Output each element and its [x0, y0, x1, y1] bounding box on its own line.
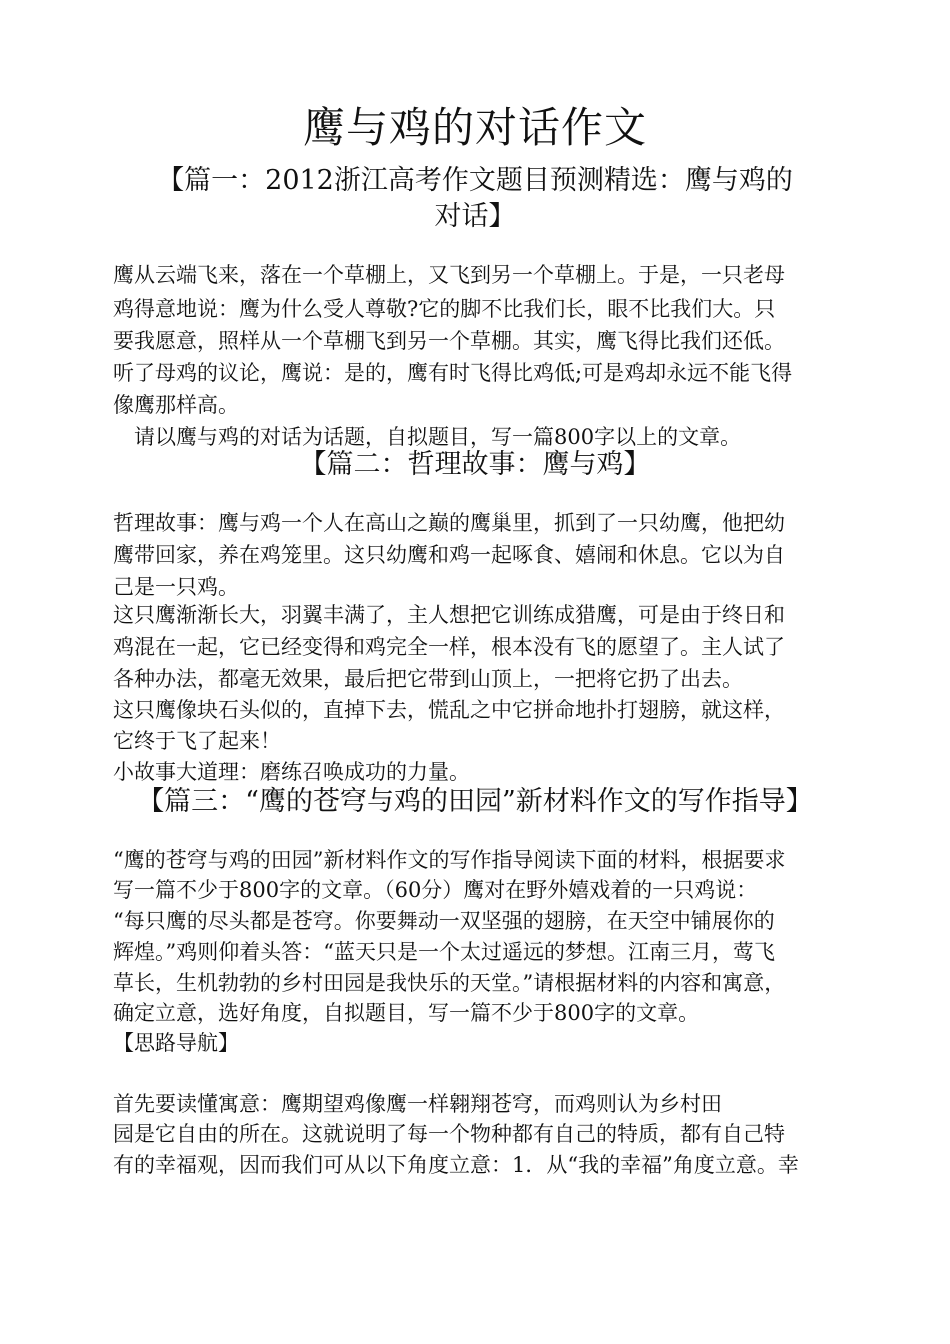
section1-heading-line1: 【篇一：2012浙江高考作文题目预测精选：鹰与鸡的: [157, 165, 793, 196]
section2-line: 这只鹰像块石头似的，直掉下去，慌乱之中它拼命地扑打翅膀，就这样，: [113, 698, 785, 722]
section3-guide-line: 首先要读懂寓意：鹰期望鸡像鹰一样翱翔苍穹，而鸡则认为乡村田: [113, 1092, 722, 1116]
section1-line: 请以鹰与鸡的对话为话题，自拟题目，写一篇800字以上的文章。: [113, 425, 742, 449]
section3-line: 【思路导航】: [113, 1031, 239, 1055]
section3-line: 写一篇不少于800字的文章。（60分）鹰对在野外嬉戏着的一只鸡说：: [113, 878, 758, 902]
document-title: 鹰与鸡的对话作文: [302, 103, 647, 152]
section3-line: 草长，生机勃勃的乡村田园是我快乐的天堂。”请根据材料的内容和寓意，: [113, 971, 786, 995]
section1-line: 要我愿意，照样从一个草棚飞到另一个草棚。其实，鹰飞得比我们还低。: [113, 329, 785, 353]
section1-line: 鹰从云端飞来，落在一个草棚上，又飞到另一个草棚上。于是，一只老母: [113, 263, 785, 287]
section2-line: 它终于飞了起来！: [113, 729, 281, 753]
section2-line: 这只鹰渐渐长大，羽翼丰满了，主人想把它训练成猎鹰，可是由于终日和: [113, 603, 785, 627]
section3-guide-line: 有的幸福观，因而我们可从以下角度立意：1．从“我的幸福”角度立意。幸: [113, 1153, 799, 1177]
section1-line: 鸡得意地说：鹰为什么受人尊敬?它的脚不比我们长，眼不比我们大。只: [113, 297, 776, 321]
section3-line: 辉煌。”鸡则仰着头答：“蓝天只是一个太过遥远的梦想。江南三月，莺飞: [113, 940, 775, 964]
section3-line: “每只鹰的尽头都是苍穹。你要舞动一双坚强的翅膀，在天空中铺展你的: [113, 909, 775, 933]
section1-line: 像鹰那样高。: [113, 393, 239, 417]
section2-line: 鸡混在一起，它已经变得和鸡完全一样，根本没有飞的愿望了。主人试了: [113, 635, 785, 659]
section3-line: 确定立意，选好角度，自拟题目，写一篇不少于800字的文章。: [113, 1001, 700, 1025]
section2-line: 各种办法，都毫无效果，最后把它带到山顶上，一把将它扔了出去。: [113, 667, 743, 691]
section2-line: 己是一只鸡。: [113, 575, 239, 599]
section3-heading: 【篇三：“鹰的苍穹与鸡的田园”新材料作文的写作指导】: [137, 786, 813, 817]
section2-line: 鹰带回家，养在鸡笼里。这只幼鹰和鸡一起啄食、嬉闹和休息。它以为自: [113, 543, 785, 567]
section2-line: 小故事大道理：磨练召唤成功的力量。: [113, 760, 470, 784]
section3-line: “鹰的苍穹与鸡的田园”新材料作文的写作指导阅读下面的材料，根据要求: [113, 848, 786, 872]
section1-line: 听了母鸡的议论，鹰说：是的，鹰有时飞得比鸡低;可是鸡却永远不能飞得: [113, 361, 793, 385]
section2-heading: 【篇二：哲理故事：鹰与鸡】: [299, 449, 651, 480]
section1-heading-line2: 对话】: [434, 201, 516, 232]
section2-line: 哲理故事：鹰与鸡一个人在高山之巅的鹰巢里，抓到了一只幼鹰，他把幼: [113, 511, 785, 535]
section3-guide-line: 园是它自由的所在。这就说明了每一个物种都有自己的特质，都有自己特: [113, 1122, 785, 1146]
